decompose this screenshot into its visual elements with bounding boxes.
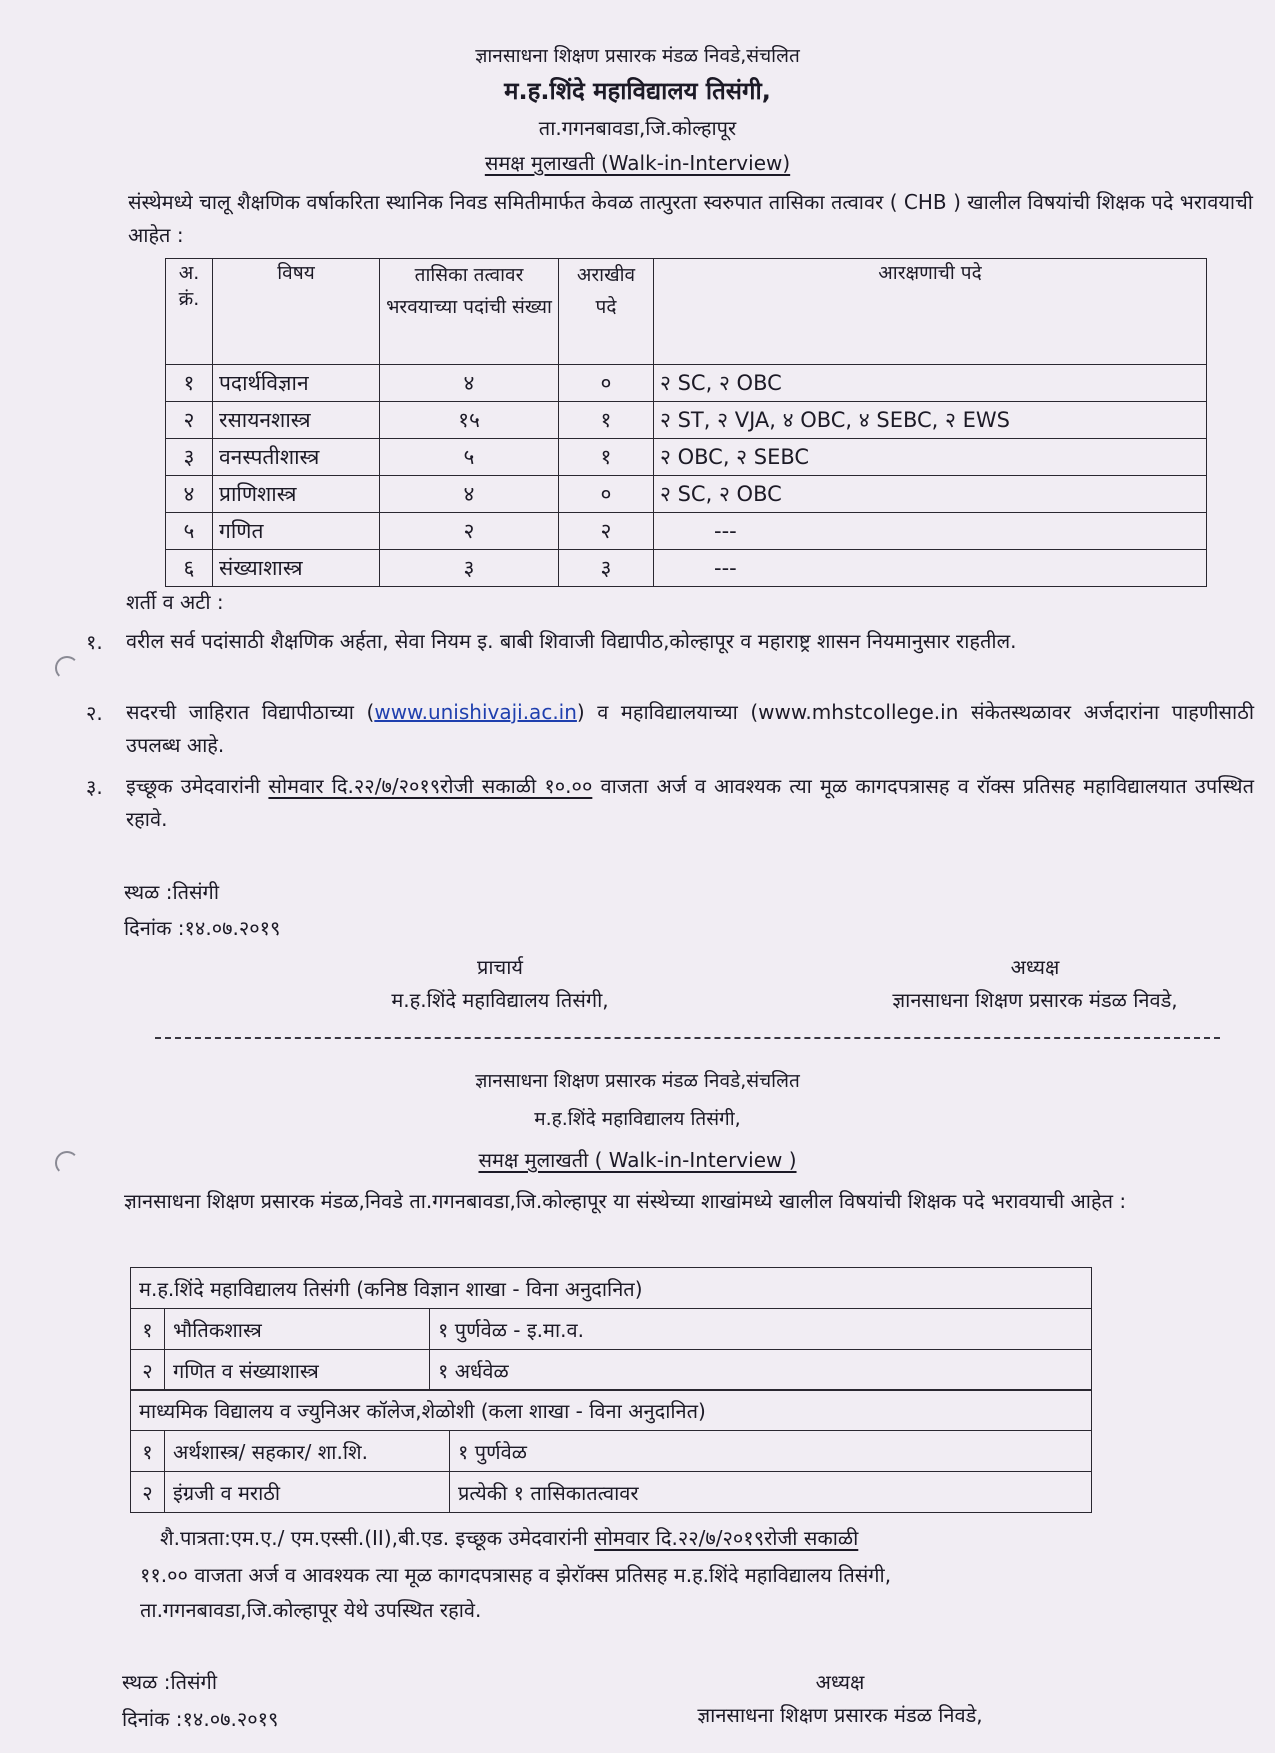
condition-3-pre: इच्छूक उमेदवारांनी [126,774,269,798]
second-footer-line2: ११.०० वाजता अर्ज व आवश्यक त्या मूळ कागदपत्रासह व झेरॉक्स प्रतिसह म.ह.शिंदे महाविद्यालय तिसंगी, [140,1563,892,1587]
second-intro: ज्ञानसाधना शिक्षण प्रसारक मंडळ,निवडे ता.गगनबावडा,जि.कोल्हापूर या संस्थेच्या शाखांमध्ये खालील विषयांची शिक्षक पदे भरावयाची आहेत : [124,1189,1127,1213]
vacancy-table-header [166,259,1207,365]
place-1: स्थळ :तिसंगी [124,880,219,904]
row-open: २ [559,513,654,550]
second-footer-line1 [160,1522,1260,1555]
row-subject: गणित व संख्याशास्त्र [165,1350,430,1391]
row-reserved: २ SC, २ OBC [654,476,1207,513]
col-header-reserved: आरक्षणाची पदे [654,259,1207,365]
second-heading [0,1146,1275,1173]
college-name: म.ह.शिंदे महाविद्यालय तिसंगी, [504,77,771,105]
row-srno: १ [131,1309,165,1350]
punch-hole-mark [55,1151,79,1175]
university-website-link[interactable]: www.unishivaji.ac.in [374,700,577,724]
row-subject: प्राणिशास्त्र [213,476,380,513]
row-srno: २ [131,1472,165,1513]
principal-title: प्राचार्य [476,955,524,979]
punch-hole-mark [55,656,79,680]
row-srno: २ [166,402,213,439]
row-srno: ३ [166,439,213,476]
place-2: स्थळ :तिसंगी [122,1670,217,1694]
condition-item-3 [126,770,1254,836]
footer-pre: शै.पात्रता:एम.ए./ एम.एस्सी.(II),बी.एड. इच्छूक उमेदवारांनी [160,1526,595,1550]
row-srno: १ [131,1431,165,1472]
table-row [166,402,1207,439]
second-footer-line3: ता.गगनबावडा,जि.कोल्हापूर येथे उपस्थित रहावे. [140,1598,482,1622]
condition-number: १. [86,630,103,654]
table-row [131,1472,1092,1513]
president-title: अध्यक्ष [1010,955,1060,979]
table-section-row [131,1268,1092,1309]
second-society-name: ज्ञानसाधना शिक्षण प्रसारक मंडळ निवडे,संचलित [475,1070,800,1092]
condition-2-post: ) व महाविद्यालयाच्या (www.mhstcollege.in संकेतस्थळावर अर्जदारांना पाहणीसाठी उपलब्ध आहे. [126,700,1255,757]
intro-paragraph: संस्थेमध्ये चालू शैक्षणिक वर्षाकरिता स्थानिक निवड समितीमार्फत केवळ तात्पुरता स्वरुपात तासिका तत्वावर ( CHB ) खालील विषयांची शिक्षक पदे भरावयाची आहेत : [128,190,1253,247]
second-president-org: ज्ञानसाधना शिक्षण प्रसारक मंडळ निवडे, [697,1703,983,1727]
row-srno: ६ [166,550,213,587]
section-title: माध्यमिक विद्यालय व ज्युनिअर कॉलेज,शेळोशी (कला शाखा - विना अनुदानित) [131,1390,1092,1431]
second-president-signature-block [620,1668,1060,1728]
condition-3-post: वाजता अर्ज व आवश्यक त्या मूळ कागदपत्रासह व रॉक्स प्रतिसह महाविद्यालयात उपस्थित रहावे. [126,774,1254,831]
date-2: दिनांक :१४.०७.२०१९ [122,1707,279,1731]
row-srno: १ [166,365,213,402]
table-section-row [131,1390,1092,1431]
row-post: १ अर्धवेळ [430,1350,1092,1391]
notice-heading [0,149,1275,176]
principal-signature-block [310,953,690,1013]
table-row [131,1350,1092,1391]
row-count: १५ [380,402,559,439]
college-address: ता.गगनबावडा,जि.कोल्हापूर [538,116,737,140]
condition-3-date: सोमवार दि.२२/७/२०१९रोजी सकाळी १०.०० [268,774,593,798]
society-name: ज्ञानसाधना शिक्षण प्रसारक मंडळ निवडे,संचलित [475,45,800,67]
row-count: ४ [380,476,559,513]
row-open: १ [559,439,654,476]
row-count: ४ [380,365,559,402]
table-row [131,1309,1092,1350]
table-row [166,365,1207,402]
vacancy-table [165,258,1207,587]
second-vacancy-table [130,1267,1092,1391]
notice-heading-text: समक्ष मुलाखती (Walk-in-Interview) [484,151,791,175]
row-subject: संख्याशास्त्र [213,550,380,587]
date-1: दिनांक :१४.०७.२०१९ [124,916,281,940]
conditions-title: शर्ती व अटी : [126,590,224,614]
table-row [166,439,1207,476]
row-subject: भौतिकशास्त्र [165,1309,430,1350]
row-reserved: २ SC, २ OBC [654,365,1207,402]
row-open: ३ [559,550,654,587]
footer-date: सोमवार दि.२२/७/२०१९रोजी सकाळी [594,1526,859,1550]
row-open: ० [559,476,654,513]
col-header-count: तासिका तत्वावर भरवयाच्या पदांची संख्या [380,259,559,365]
condition-number: ३. [86,775,103,799]
row-srno: ४ [166,476,213,513]
second-heading-text: समक्ष मुलाखती ( Walk-in-Interview ) [478,1148,797,1172]
condition-number: २. [86,701,103,725]
row-reserved: --- [654,513,1207,550]
row-subject: इंग्रजी व मराठी [165,1472,450,1513]
row-subject: गणित [213,513,380,550]
president-org: ज्ञानसाधना शिक्षण प्रसारक मंडळ निवडे, [892,988,1178,1012]
table-row [166,513,1207,550]
condition-2-pre: सदरची जाहिरात विद्यापीठाच्या ( [126,700,375,724]
row-subject: रसायनशास्त्र [213,402,380,439]
row-open: १ [559,402,654,439]
row-srno: ५ [166,513,213,550]
row-post: प्रत्येकी १ तासिकातत्वावर [450,1472,1092,1513]
condition-item-1: वरील सर्व पदांसाठी शैक्षणिक अर्हता, सेवा नियम इ. बाबी शिवाजी विद्यापीठ,कोल्हापूर व महाराष्ट्र शासन नियमानुसार राहतील. [126,629,1017,653]
col-header-subject: विषय [213,259,380,365]
second-college-name: म.ह.शिंदे महाविद्यालय तिसंगी, [534,1108,741,1130]
second-vacancy-table-2 [130,1389,1092,1513]
row-srno: २ [131,1350,165,1391]
row-count: ३ [380,550,559,587]
row-reserved: २ OBC, २ SEBC [654,439,1207,476]
principal-org: म.ह.शिंदे महाविद्यालय तिसंगी, [391,988,609,1012]
condition-item-2 [126,696,1254,762]
table-row [166,550,1207,587]
row-open: ० [559,365,654,402]
row-count: ५ [380,439,559,476]
col-header-open: अराखीव पदे [559,259,654,365]
row-post: १ पुर्णवेळ [450,1431,1092,1472]
row-reserved: --- [654,550,1207,587]
row-subject: अर्थशास्त्र/ सहकार/ शा.शि. [165,1431,450,1472]
row-subject: पदार्थविज्ञान [213,365,380,402]
section-title: म.ह.शिंदे महाविद्यालय तिसंगी (कनिष्ठ विज्ञान शाखा - विना अनुदानित) [131,1268,1092,1309]
row-subject: वनस्पतीशास्त्र [213,439,380,476]
row-reserved: २ ST, २ VJA, ४ OBC, ४ SEBC, २ EWS [654,402,1207,439]
cut-line-divider [155,1037,1220,1039]
table-row [131,1431,1092,1472]
table-row [166,476,1207,513]
second-president-title: अध्यक्ष [815,1670,865,1694]
row-count: २ [380,513,559,550]
president-signature-block [820,953,1250,1013]
row-post: १ पुर्णवेळ - इ.मा.व. [430,1309,1092,1350]
col-header-srno: अ. क्रं. [166,259,213,365]
